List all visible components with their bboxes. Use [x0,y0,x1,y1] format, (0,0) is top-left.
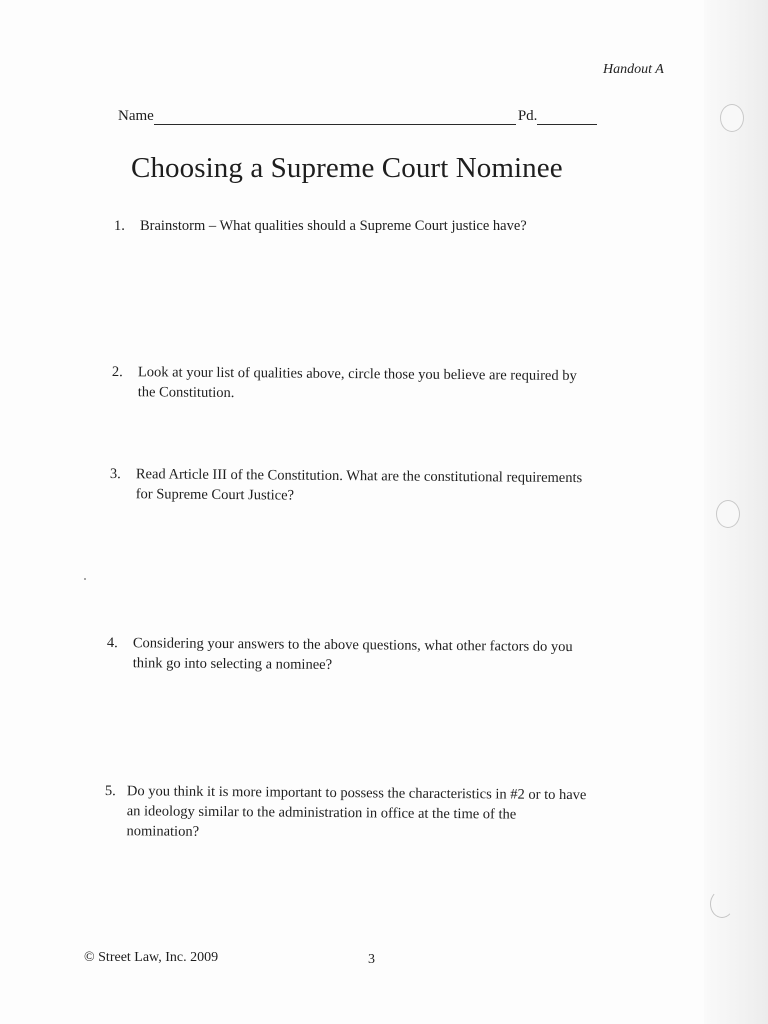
question-number: 1. [114,218,125,234]
binder-hole [720,104,744,132]
binder-hole [710,890,734,918]
binder-hole [716,500,740,528]
question-2 [112,362,577,406]
period-blank-line[interactable] [537,110,597,125]
handout-label: Handout A [603,62,664,77]
scan-speck [84,578,86,580]
period-label: Pd. [517,108,538,124]
question-5 [104,781,586,845]
question-text: Read Article III of the Constitution. What are the constitutional requirements for Supreme Court Justice? [135,466,583,504]
name-period-row [118,108,597,125]
question-text: Brainstorm – What qualities should a Supreme Court justice have? [140,218,527,234]
question-3 [110,464,583,508]
page-number: 3 [368,952,375,967]
name-label: Name [118,108,154,124]
question-number: 5. [104,782,116,800]
name-blank-line[interactable] [154,110,516,125]
question-text: Do you think it is more important to possess the characteristics in #2 or to have an ideology similar to the administration in office at the time of the nomination? [126,783,587,840]
question-4 [107,633,573,677]
copyright-notice: © Street Law, Inc. 2009 [84,950,219,965]
question-number: 4. [106,634,118,652]
question-1 [114,216,527,236]
question-text: Look at your list of qualities above, circle those you believe are required by the Constitution. [137,364,577,402]
question-number: 2. [111,363,123,381]
question-number: 3. [109,465,121,483]
page-title: Choosing a Supreme Court Nominee [131,152,563,184]
question-text: Considering your answers to the above questions, what other factors do you think go into selecting a nominee? [132,635,573,673]
